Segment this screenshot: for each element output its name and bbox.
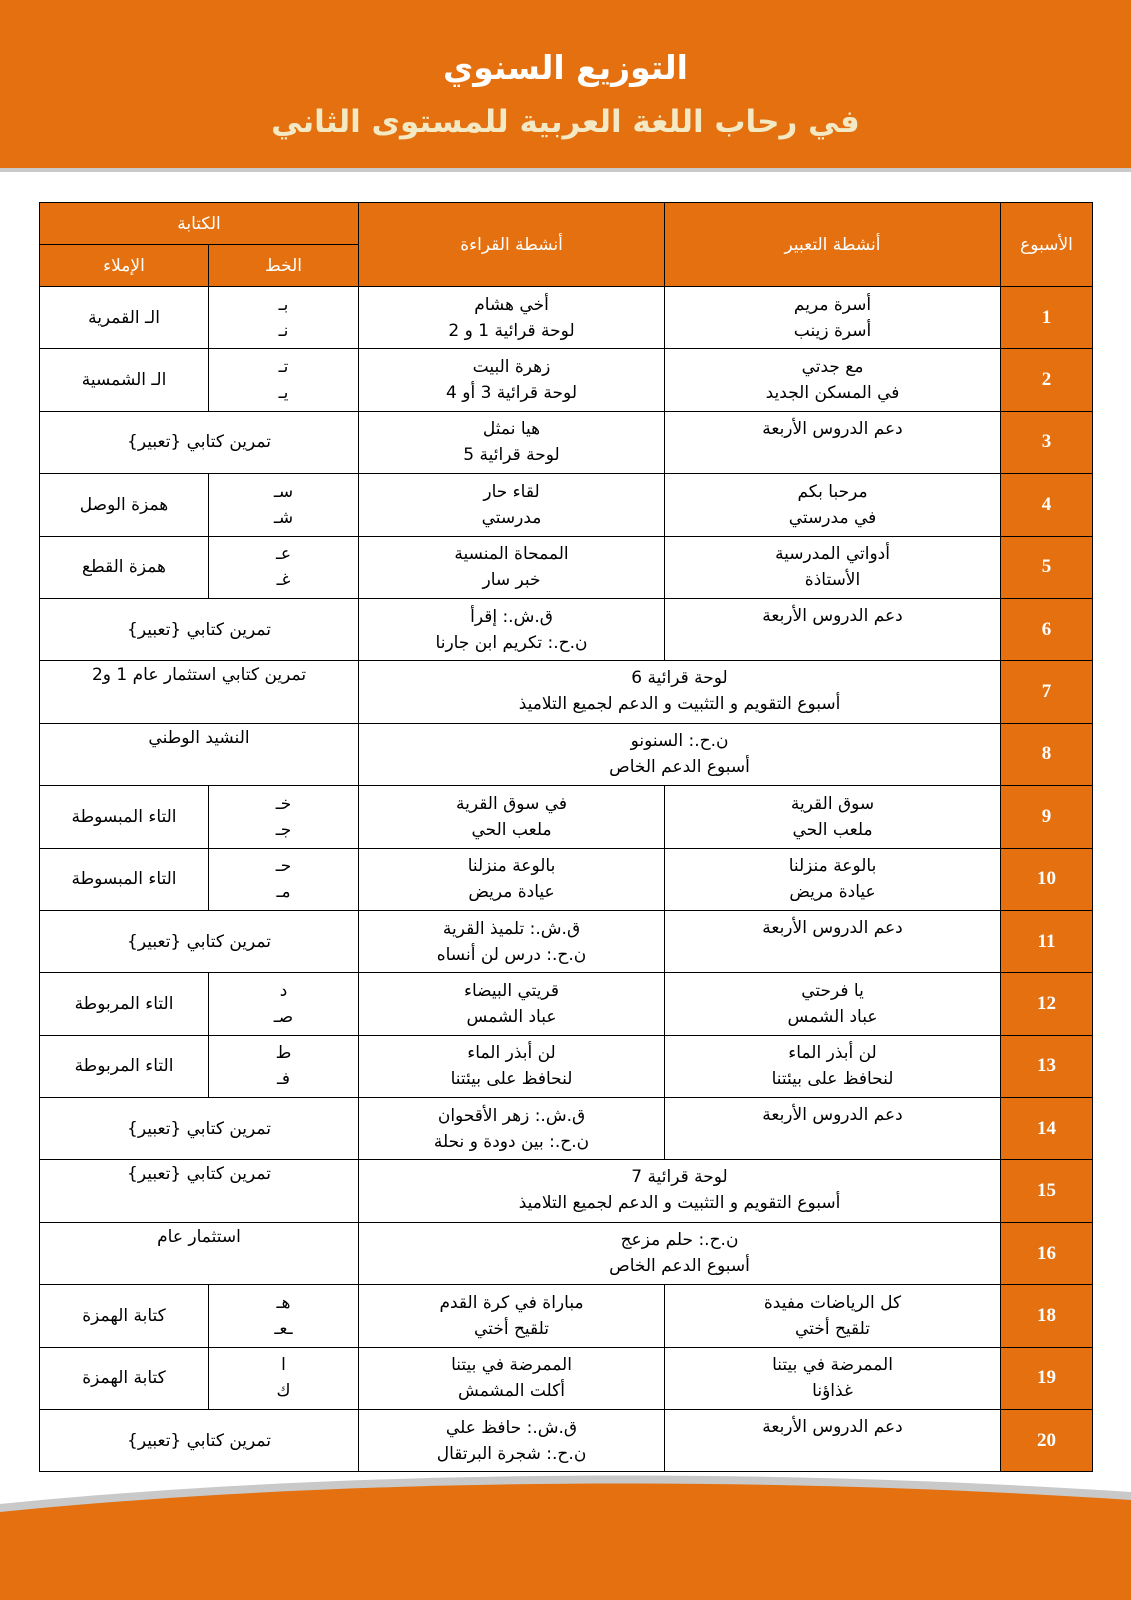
cell-line: مدرستي (481, 507, 542, 528)
cell-line: فـ (276, 1069, 291, 1090)
dictation-cell: همزة الوصل (40, 474, 209, 536)
expression-cell (665, 1098, 1001, 1160)
cell-line: في مدرستي (788, 507, 877, 528)
reading-cell (359, 1035, 665, 1097)
week-number: 3 (1001, 411, 1093, 473)
expression-reading-merged (359, 723, 1001, 785)
cell-line: لوحة قرائية 5 (463, 445, 560, 466)
dictation-cell: التاء المبسوطة (40, 786, 209, 848)
cell-line: بالوعة منزلنا (788, 856, 877, 877)
table-row (40, 1098, 1093, 1160)
cell-line: تلقيح أختي (795, 1318, 871, 1339)
cell-line: حـ (275, 856, 292, 877)
expression-cell (665, 598, 1001, 660)
cell-line: تـ (278, 357, 289, 378)
reading-cell (359, 973, 665, 1035)
cell-line: الأستاذة (804, 570, 861, 591)
cell-line: نـ (278, 320, 289, 341)
cell-line: لنحافظ على بيئتنا (771, 1069, 894, 1090)
cell-line: ن.ح.: درس لن أنساه (436, 944, 587, 965)
table-row (40, 1222, 1093, 1284)
cell-line: أخي هشام (474, 294, 549, 315)
cell-line: الممرضة في بيتنا (451, 1355, 572, 1376)
header-banner (0, 0, 1131, 168)
reading-cell (359, 349, 665, 411)
dictation-cell: همزة القطع (40, 536, 209, 598)
cell-line: لن أبذر الماء (788, 1043, 877, 1064)
cell-line: ك (276, 1381, 291, 1402)
cell-line: مباراة في كرة القدم (439, 1292, 584, 1313)
reading-cell (359, 910, 665, 972)
expression-cell (665, 786, 1001, 848)
cell-line: ن.ح.: السنونو (630, 730, 729, 751)
cell-line: د (279, 980, 288, 1001)
table-row (40, 598, 1093, 660)
handwriting-cell (209, 1035, 359, 1097)
cell-line: ن.ح.: شجرة البرتقال (436, 1443, 587, 1464)
cell-line: دعم الدروس الأربعة (762, 418, 903, 439)
handwriting-cell (209, 536, 359, 598)
header-divider (0, 168, 1131, 172)
cell-line: ط (275, 1043, 292, 1064)
cell-line: مرحبا بكم (797, 481, 868, 502)
header-week: الأسبوع (1001, 203, 1093, 287)
handwriting-cell (209, 1347, 359, 1409)
handwriting-cell (209, 848, 359, 910)
expression-cell (665, 910, 1001, 972)
header-reading: أنشطة القراءة (359, 203, 665, 287)
handwriting-cell (209, 786, 359, 848)
writing-merged-cell: تمرين كتابي {تعبير} (40, 598, 359, 660)
cell-line: لقاء حار (483, 481, 540, 502)
writing-merged-cell: تمرين كتابي استثمار عام 1 و2 (40, 661, 359, 723)
cell-line: أسبوع الدعم الخاص (609, 756, 750, 777)
cell-line: لوحة قرائية 7 (631, 1167, 728, 1188)
cell-line: قريتي البيضاء (464, 980, 560, 1001)
cell-line: أسرة مريم (793, 294, 872, 315)
table-row (40, 474, 1093, 536)
cell-line: عـ (275, 544, 292, 565)
cell-line: تلقيح أختي (474, 1318, 550, 1339)
week-number: 11 (1001, 910, 1093, 972)
handwriting-cell (209, 287, 359, 349)
expression-cell (665, 1410, 1001, 1472)
page-title: التوزيع السنوي (443, 48, 688, 87)
annual-distribution-table (39, 202, 1093, 1472)
week-number: 12 (1001, 973, 1093, 1035)
table-row (40, 1347, 1093, 1409)
week-number: 15 (1001, 1160, 1093, 1222)
writing-merged-cell: تمرين كتابي {تعبير} (40, 1410, 359, 1472)
reading-cell (359, 287, 665, 349)
writing-merged-cell: تمرين كتابي {تعبير} (40, 411, 359, 473)
cell-line: عباد الشمس (466, 1006, 557, 1027)
cell-line: جـ (275, 819, 292, 840)
table-row (40, 1410, 1093, 1472)
table-row (40, 1035, 1093, 1097)
cell-line: هيا نمثل (482, 419, 541, 440)
cell-line: مع جدتي (801, 357, 864, 378)
writing-merged-cell: استثمار عام (40, 1222, 359, 1284)
cell-line: في سوق القرية (455, 793, 568, 814)
writing-merged-cell: النشيد الوطني (40, 723, 359, 785)
cell-line: ق.ش.: تلميذ القرية (442, 918, 581, 939)
cell-line: ن.ح.: حلم مزعج (620, 1229, 739, 1250)
week-number: 9 (1001, 786, 1093, 848)
cell-line: غـ (276, 570, 291, 591)
reading-cell (359, 1098, 665, 1160)
week-number: 10 (1001, 848, 1093, 910)
cell-line: ا (281, 1355, 286, 1376)
cell-line: ملعب الحي (471, 819, 552, 840)
table-row (40, 536, 1093, 598)
cell-line: سوق القرية (790, 793, 875, 814)
cell-line: عيادة مريض (789, 882, 876, 903)
cell-line: دعم الدروس الأربعة (762, 917, 903, 938)
week-number: 7 (1001, 661, 1093, 723)
cell-line: أسرة زينب (793, 320, 872, 341)
table-row (40, 661, 1093, 723)
week-number: 16 (1001, 1222, 1093, 1284)
cell-line: أدواتي المدرسية (775, 544, 890, 565)
cell-line: ق.ش.: زهر الأقحوان (437, 1105, 586, 1126)
expression-cell (665, 536, 1001, 598)
expression-cell (665, 411, 1001, 473)
cell-line: دعم الدروس الأربعة (762, 1105, 903, 1126)
cell-line: أسبوع التقويم و التثبيت و الدعم لجميع التلاميذ (518, 694, 841, 715)
expression-cell (665, 973, 1001, 1035)
expression-reading-merged (359, 1160, 1001, 1222)
cell-line: الممحاة المنسية (454, 544, 569, 565)
cell-line: الممرضة في بيتنا (772, 1355, 893, 1376)
cell-line: مـ (276, 882, 291, 903)
cell-line: لن أبذر الماء (467, 1043, 556, 1064)
expression-cell (665, 1347, 1001, 1409)
reading-cell (359, 536, 665, 598)
dictation-cell: الـ القمرية (40, 287, 209, 349)
cell-line: هـ (276, 1292, 291, 1313)
expression-cell (665, 1285, 1001, 1347)
header-dictation: الإملاء (40, 245, 209, 287)
header-writing: الكتابة (40, 203, 359, 245)
writing-merged-cell: تمرين كتابي {تعبير} (40, 1160, 359, 1222)
table-row (40, 1160, 1093, 1222)
reading-cell (359, 1285, 665, 1347)
cell-line: ـعـ (274, 1318, 293, 1339)
cell-line: بـ (278, 294, 289, 315)
cell-line: أسبوع الدعم الخاص (609, 1255, 750, 1276)
dictation-cell: التاء المربوطة (40, 1035, 209, 1097)
cell-line: لنحافظ على بيئتنا (450, 1069, 573, 1090)
reading-cell (359, 786, 665, 848)
cell-line: خبر سار (482, 570, 541, 591)
cell-line: بالوعة منزلنا (467, 856, 556, 877)
cell-line: ملعب الحي (792, 819, 873, 840)
reading-cell (359, 474, 665, 536)
dictation-cell: التاء المبسوطة (40, 848, 209, 910)
cell-line: يـ (278, 383, 289, 404)
cell-line: كل الرياضات مفيدة (763, 1292, 902, 1313)
week-number: 14 (1001, 1098, 1093, 1160)
expression-cell (665, 1035, 1001, 1097)
page-subtitle: في رحاب اللغة العربية للمستوى الثاني (271, 104, 860, 140)
week-number: 6 (1001, 598, 1093, 660)
dictation-cell: التاء المربوطة (40, 973, 209, 1035)
reading-cell (359, 1410, 665, 1472)
cell-line: لوحة قرائية 6 (631, 668, 728, 689)
cell-line: لوحة قرائية 1 و 2 (448, 320, 575, 341)
cell-line: في المسكن الجديد (765, 383, 900, 404)
writing-merged-cell: تمرين كتابي {تعبير} (40, 1098, 359, 1160)
week-number: 2 (1001, 349, 1093, 411)
table-row (40, 411, 1093, 473)
table-body (40, 287, 1093, 1472)
week-number: 5 (1001, 536, 1093, 598)
week-number: 20 (1001, 1410, 1093, 1472)
handwriting-cell (209, 973, 359, 1035)
cell-line: شـ (273, 507, 294, 528)
cell-line: عيادة مريض (468, 882, 555, 903)
handwriting-cell (209, 474, 359, 536)
table-row (40, 287, 1093, 349)
cell-line: دعم الدروس الأربعة (762, 605, 903, 626)
cell-line: أكلت المشمش (458, 1381, 565, 1402)
cell-line: صـ (273, 1006, 294, 1027)
cell-line: لوحة قرائية 3 أو 4 (446, 383, 578, 404)
header-expression: أنشطة التعبير (665, 203, 1001, 287)
table-row (40, 723, 1093, 785)
handwriting-cell (209, 1285, 359, 1347)
reading-cell (359, 1347, 665, 1409)
week-number: 13 (1001, 1035, 1093, 1097)
cell-line: غذاؤنا (812, 1381, 853, 1402)
table-row (40, 973, 1093, 1035)
expression-cell (665, 474, 1001, 536)
reading-cell (359, 411, 665, 473)
cell-line: زهرة البيت (472, 357, 551, 378)
header-handwriting: الخط (209, 245, 359, 287)
cell-line: ق.ش.: حافظ علي (445, 1417, 578, 1438)
week-number: 1 (1001, 287, 1093, 349)
table-row (40, 1285, 1093, 1347)
table-row (40, 786, 1093, 848)
cell-line: عباد الشمس (787, 1006, 878, 1027)
week-number: 19 (1001, 1347, 1093, 1409)
cell-line: خـ (275, 793, 292, 814)
table-row (40, 349, 1093, 411)
expression-reading-merged (359, 661, 1001, 723)
writing-merged-cell: تمرين كتابي {تعبير} (40, 910, 359, 972)
week-number: 4 (1001, 474, 1093, 536)
week-number: 8 (1001, 723, 1093, 785)
table-row (40, 848, 1093, 910)
cell-line: ق.ش.: إقرأ (470, 606, 553, 627)
dictation-cell: الـ الشمسية (40, 349, 209, 411)
expression-reading-merged (359, 1222, 1001, 1284)
cell-line: ن.ح.: بين دودة و نحلة (433, 1131, 590, 1152)
dictation-cell: كتابة الهمزة (40, 1285, 209, 1347)
table-row (40, 910, 1093, 972)
reading-cell (359, 848, 665, 910)
expression-cell (665, 848, 1001, 910)
handwriting-cell (209, 349, 359, 411)
reading-cell (359, 598, 665, 660)
week-number: 18 (1001, 1285, 1093, 1347)
cell-line: سـ (273, 481, 294, 502)
expression-cell (665, 349, 1001, 411)
cell-line: ن.ح.: تكريم ابن جارنا (435, 632, 588, 653)
footer-wave (0, 1474, 1131, 1600)
dictation-cell: كتابة الهمزة (40, 1347, 209, 1409)
cell-line: يا فرحتي (801, 980, 864, 1001)
expression-cell (665, 287, 1001, 349)
cell-line: دعم الدروس الأربعة (762, 1417, 903, 1438)
cell-line: أسبوع التقويم و التثبيت و الدعم لجميع التلاميذ (518, 1193, 841, 1214)
